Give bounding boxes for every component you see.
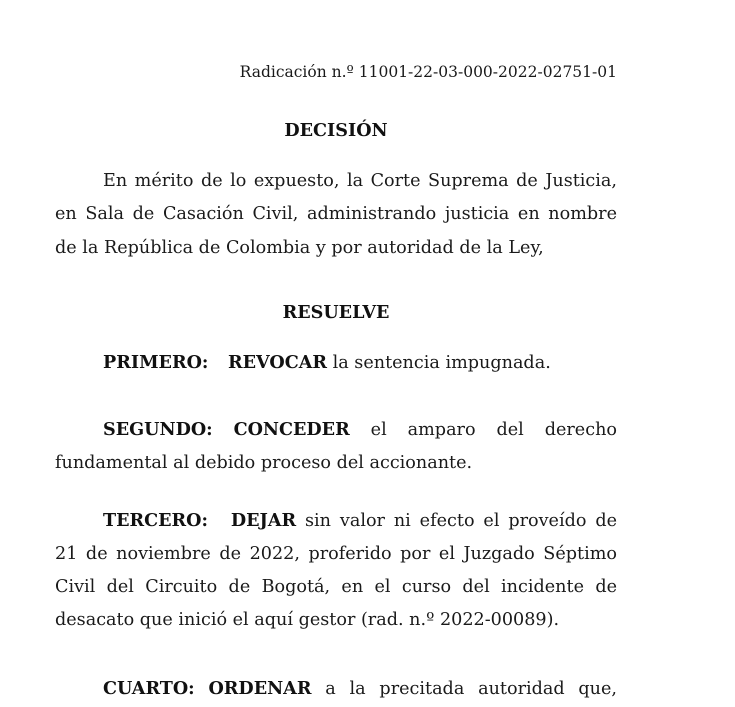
cuarto-label: CUARTO: [103,678,195,699]
tercero-verb: DEJAR [230,510,297,531]
segundo-label: SEGUNDO: [103,419,213,440]
radicacion-header: Radicación n.º 11001-22-03-000-2022-02751-01 [239,63,617,81]
segundo-paragraph-line-2: fundamental al debido proceso del accionante. [55,453,473,473]
cuarto-paragraph-line-1 [55,677,617,701]
decision-title: DECISIÓN [284,120,388,141]
decision-paragraph-line-3: de la República de Colombia y por autoridad de la Ley, [55,238,544,258]
tercero-paragraph-line-1 [55,509,617,533]
tercero-label: TERCERO: [103,510,208,531]
tercero-paragraph-line-3: Civil del Circuito de Bogotá, en el curso del incidente de [55,577,617,597]
primero-text: la sentencia impugnada. [332,353,551,373]
tercero-paragraph-line-2: 21 de noviembre de 2022, proferido por el Juzgado Séptimo [55,544,617,564]
segundo-verb: CONCEDER [233,419,350,440]
tercero-paragraph-line-4: desacato que inició el aquí gestor (rad. n.º 2022-00089). [55,610,560,630]
primero-verb: REVOCAR [228,352,327,373]
decision-paragraph-line-1: En mérito de lo expuesto, la Corte Suprema de Justicia, [103,171,617,191]
segundo-text: el amparo del derecho [370,420,617,440]
primero-label: PRIMERO: [103,352,209,373]
segundo-paragraph-line-1 [55,418,617,442]
cuarto-text: a la precitada autoridad que, [325,679,618,699]
decision-heading [55,119,617,143]
primero-paragraph [55,351,617,375]
cuarto-verb: ORDENAR [208,678,312,699]
tercero-text: sin valor ni efecto el proveído de [305,511,617,531]
resuelve-heading [55,301,617,325]
decision-paragraph-line-2: en Sala de Casación Civil, administrando justicia en nombre [55,204,617,224]
resuelve-title: RESUELVE [282,302,390,323]
